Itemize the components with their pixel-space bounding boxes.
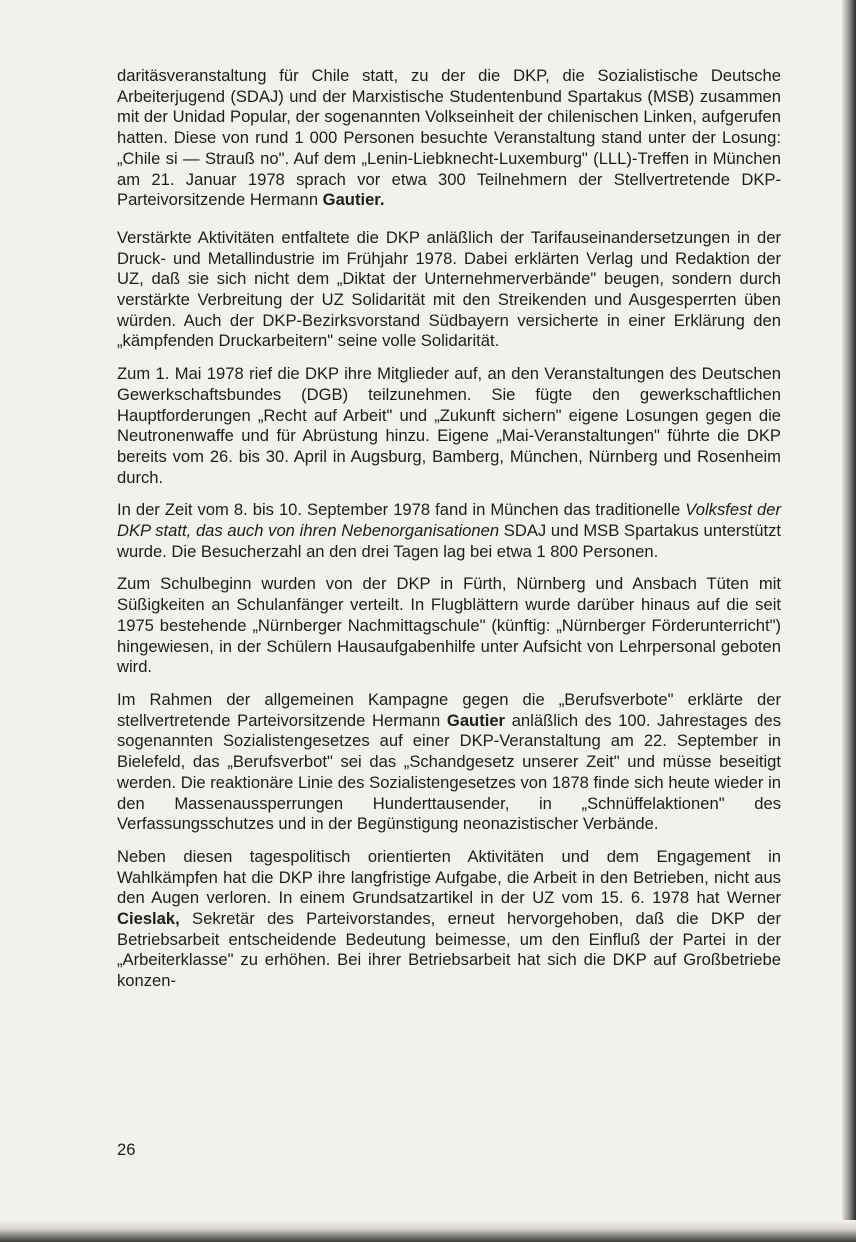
name-gautier: Gautier [446,710,506,730]
paragraph-volksfest [117,500,781,562]
text-segment: Verstärkte Aktivitäten entfaltete die DKP anläßlich der Tarifauseinandersetzungen in der Druck- und Metallindustrie im Frühjahr 1978. Dabei erklärten Verlag und Redaktion der UZ, daß sie sich nicht dem „Diktat der Unternehmerverbände" beugen, sondern durch verstärkte Verbreitung der UZ Solidarität mit den Streikenden und Ausgesperrten üben würden. Auch der DKP-Bezirksvorstand Südbayern versicherte in einer Erklärung den „kämpfenden Druckarbeitern" seine volle Solidarität. [117,227,781,351]
name-cieslak: Cieslak, [117,909,180,929]
text-segment: Zum 1. Mai 1978 rief die DKP ihre Mitglieder auf, an den Veranstaltungen des Deutschen Gewerkschaftsbundes (DGB) teilzunehmen. Sie fügte den gewerkschaftlichen Hauptforderungen „Recht auf Arbeit" und „Zukunft sichern" eigene Losungen gegen die Neutronenwaffe und für Abrüstung hinzu. Eigene „Mai-Veranstaltungen" führte die DKP bereits vom 26. bis 30. April in Augsburg, Bamberg, München, Nürnberg und Rosenheim durch. [117,364,781,487]
page-edge-shadow-right [842,0,856,1242]
name-gautier: Gautier. [322,190,385,210]
paragraph-school-start [117,574,781,678]
paragraph-betriebsarbeit [117,847,781,992]
paragraph-tarif-disputes [117,228,781,352]
text-segment: Neben diesen tagespolitisch orientierten Aktivitäten und dem Engagement in Wahlkämpfen hat die DKP ihre langfristige Aufgabe, die Arbeit in den Betrieben, nicht aus den Augen verloren. In einem Grundsatzartikel in der UZ vom 15. 6. 1978 hat Werner [117,846,781,908]
text-segment: Im Rahmen der allgemeinen Kampagne gegen die „Berufsverbote" erklärte der stellvertretende Parteivorsitzende Hermann [117,689,781,730]
body-text [117,66,781,1004]
text-segment: daritäsveranstaltung für Chile statt, zu der die DKP, die Sozialistische Deutsche Arbeiterjugend (SDAJ) und der Marxistische Studentenbund Spartakus (MSB) zusammen mit der Unidad Popular, der sogenannten Volkseinheit der chilenischen Linken, aufgerufen hatten. Diese von rund 1 000 Personen besuchte Veranstaltung stand unter der Losung: „Chile si — Strauß no". Auf dem „Lenin-Liebknecht-Luxemburg" (LLL)-Treffen in München am 21. Januar 1978 sprach vor etwa 300 Teilnehmern der Stellvertretende DKP-Parteivorsitzende Hermann [117,66,781,210]
text-segment-italic: Volksfest der DKP statt, das auch von ihren Nebenorganisationen [117,500,781,541]
text-segment: SDAJ und MSB Spartakus unterstützt wurde. Die Besucherzahl an den drei Tagen lag bei etwa 1 800 Personen. [117,521,781,561]
paragraph-may-day [117,364,781,488]
text-segment: Sekretär des Parteivorstandes, erneut hervorgehoben, daß die DKP der Betriebsarbeit entscheidende Bedeutung beimesse, um den Einfluß der Partei in der „Arbeiterklasse" zu erhöhen. Bei ihrer Betriebsarbeit hat sich die DKP auf Großbetriebe konzen- [117,909,781,991]
paragraph-berufsverbote [117,690,781,835]
text-segment: In der Zeit vom 8. bis 10. September 1978 fand in München das traditionelle [117,500,686,520]
page-number: 26 [117,1140,136,1159]
page-edge-shadow-bottom [0,1220,856,1242]
text-segment: anläßlich des 100. Jahrestages des sogenannten Sozialistengesetzes auf einer DKP-Veranstaltung am 22. September in Bielefeld, das „Berufsverbot" sei das „Schandgesetz unserer Zeit" und müsse beseitigt werden. Die reaktionäre Linie des Sozialistengesetzes von 1878 finde sich heute wieder in den Massenaussperrungen Hunderttausender, in „Schnüffelaktionen" des Verfassungsschutzes und in der Begünstigung neonazistischer Verbände. [117,710,781,834]
paragraph-chile-solidarity [117,66,781,211]
text-segment: Zum Schulbeginn wurden von der DKP in Fürth, Nürnberg und Ansbach Tüten mit Süßigkeiten an Schulanfänger verteilt. In Flugblättern wurde darüber hinaus auf die seit 1975 bestehende „Nürnberger Nachmittagschule" (künftig: „Nürnberger Förderunterricht") hingewiesen, in der Schülern Hausaufgabenhilfe unter Aufsicht von Lehrpersonal geboten wird. [117,574,781,677]
